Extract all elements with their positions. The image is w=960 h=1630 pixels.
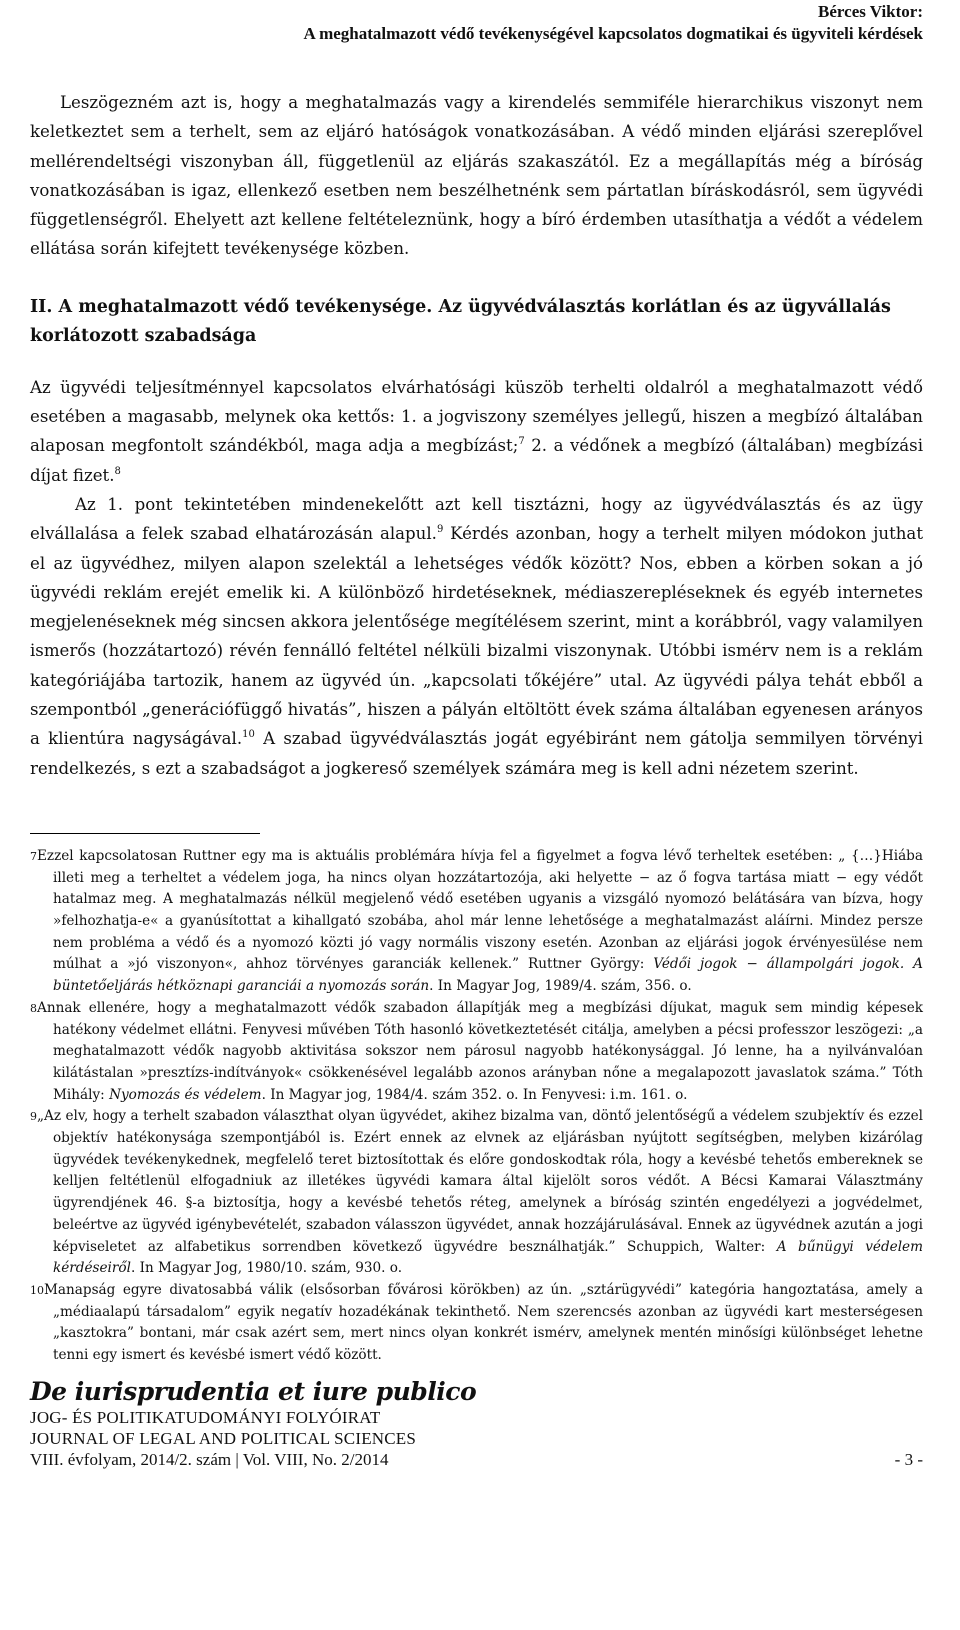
footnote-text: Manapság egyre divatosabbá válik (elsősorban fővárosi körökben) az ún. „sztárügyvédi” kategória hangoztatása, amely a „médiaalapú társadalom” egyik negatív hozadékának tekinthető. Nem szerencsés azonban az ügyvédi kart mesterségesen „kasztokra” bontani, már csak azért sem, mert nincs olyan konkrét ismérv, amelynek mentén minősígi különbséget lehetne tenni egy ismert és kevésbé ismert védő között. [44, 1282, 923, 1364]
journal-subtitle-en: JOURNAL OF LEGAL AND POLITICAL SCIENCES [30, 1428, 417, 1448]
footnote-text: Ezzel kapcsolatosan Ruttner egy ma is aktuális problémára hívja fel a figyelmet a fogva lévő terheltek esetében: „ {…}Hiába illeti meg a terheltet a védelem joga, ha nincs olyan hozzátartozója, aki helyette − az ő fogva tartása miatt − egy védőt hatalmaz meg. A meghatalmazás nélkül megjelenő védő esetében ugyanis a vizsgáló nyomozó belátására van bízva, hogy »felhozhatja-e« a gyanúsítottat a kihallgató szobába, ahol már lenne lehetősége a meghatalmazást aláírni. Mindez persze nem probléma a védő és a nyomozó közti jó vagy normális viszony esetén. Azonban az eljárási jogok érvényesülése nem múlhat a »jó viszonyon«, ahhoz törvényes garanciák kellenek.” Ruttner György: [37, 847, 923, 973]
section-heading: II. A meghatalmazott védő tevékenysége. Az ügyvédválasztás korlátlan és az ügyvállalás korlátozott szabadsága [30, 296, 891, 346]
footnote-cited-title: Védői jogok − állampolgári jogok. A büntetőeljárás hétköznapi garanciái a nyomozás során [53, 956, 923, 995]
page-number: - 3 - [894, 1449, 923, 1469]
footnote-text: „Az elv, hogy a terhelt szabadon választhat olyan ügyvédet, akihez bizalma van, döntő jelentőségű a védelem szubjektív és ezzel objektív hatékonysága szempontjából is. Ezért ennek az elvnek az eljárásban nyújtott segítségben, melyben kizárólag ügyvédek tevékenykednek, megfelelő teret biztosítottak és előre gondoskodtak róla, hogy a kevésbé tehetős embereknek se kelljen feltétlenül elfogadniuk az illetékes ügyvédi kamara által kijelölt soros védőt. A Bécsi Kamarai Választmány ügyrendjének 46. §-a biztosítja, hogy a kevésbé tehetős réteg, amelynek a bíróság szintén engedélyezi a jogvédelmet, beleértve az ügyvéd igénybevételét, szabadon válasszon ügyvédet, annak hozzájárulásával. Ennek az ügyvédnek azután a jogi képviseletet az alfabetikus sorrendben következő ügyvédre besználhatják.” Schuppich, Walter: [37, 1108, 923, 1255]
paragraph-3-text-b: Kérdés azonban, hogy a terhelt milyen módokon juthat el az ügyvédhez, milyen alapon szelektál a lehetséges védők között? Nos, ebben a körben sokan a jó ügyvédi reklám erejét emelik ki. A különböző hirdetéseknek, médiaszerepléseknek és egyéb internetes megjelenéseknek még sincsen akkora jelentősége megítélésem szerint, mint a korábbról, vagy valamilyen ismerős (hozzátartozó) révén fennálló feltétel nélküli bizalmi viszonynak. Utóbbi ismérv nem is a reklám kategóriájába tartozik, hanem az ügyvéd ún. „kapcsolati tőkéjére” utal. Az ügyvédi pálya tehát ebből a szempontból „generációfüggő hivatás”, hiszen a pályán eltöltött évek száma általában egyenesen arányos a klientúra nagyságával. [30, 524, 923, 749]
paragraph-1: Leszögezném azt is, hogy a meghatalmazás vagy a kirendelés semmiféle hierarchikus viszonyt nem keletkeztet sem a terhelt, sem az eljáró hatóságok vonatkozásában. A védő minden eljárási szereplővel mellérendeltségi viszonyban áll, függetlenül az eljárás szakaszától. Ez a megállapítás még a bíróság vonatkozásában is igaz, ellenkező esetben nem beszélhetnénk sem pártatlan bíráskodásról, sem ügyvédi függetlenségről. Ehelyett azt kellene feltételeznünk, hogy a bíró érdemben utasíthatja a védőt a védelem ellátása során kifejtett tevékenysége közben. [30, 93, 923, 259]
journal-issue: VIII. évfolyam, 2014/2. szám | Vol. VIII, No. 2/2014 [30, 1449, 389, 1469]
paragraph-3 [30, 490, 923, 783]
journal-logo: De iurisprudentia et iure publico [30, 1376, 477, 1406]
footnote-ref-8[interactable]: 8 [114, 465, 121, 477]
footnote-text-tail: . In Magyar Jog, 1980/10. szám, 930. o. [130, 1260, 403, 1277]
footnote-number: 10 [30, 1284, 44, 1297]
paragraph-3-text-a: Az 1. pont tekintetében mindenekelőtt azt kell tisztázni, hogy az ügyvédválasztás és az ügy elvállalása a felek szabad elhatározásán alapul. [30, 494, 923, 544]
footnote-7 [30, 846, 923, 998]
journal-footer [30, 1377, 923, 1470]
footnote-cited-title: Nyomozás és védelem [109, 1086, 262, 1103]
footnote-text: Annak ellenére, hogy a meghatalmazott védők szabadon állapítják meg a megbízási díjukat, maguk sem mindig képesek hatékony védelmet ellátni. Fenyvesi művében Tóth hasonló következtetését citálja, amelyben a pécsi professzor leszögezi: „a meghatalmazott védők nagyobb aktivitása sokszor nem párosul nagyobb hatékonysággal. Jó lenne, ha a nyilvánvalóan kilátástalan »presztízs-indítványok« csökkenésével legalább azonos arányban nőne a megalapozott javaslatok száma.” Tóth Mihály: [37, 999, 923, 1103]
paragraph-2 [30, 373, 923, 490]
paragraph-3-text-c: A szabad ügyvédválasztás jogát egyébiránt nem gátolja semmilyen törvényi rendelkezés, s ezt a szabadságot a jogkereső személyek számára meg is kell adni nézetem szerint. [30, 729, 923, 778]
footnote-ref-10[interactable]: 10 [242, 729, 255, 741]
running-header [30, 0, 923, 45]
footnote-ref-7[interactable]: 7 [518, 436, 525, 448]
footnote-text-tail: . In Magyar Jog, 1989/4. szám, 356. o. [429, 978, 692, 995]
footnote-10 [30, 1280, 923, 1367]
footnote-cited-title: A bűnügyi védelem kérdéseiről [53, 1238, 923, 1277]
paragraph-2-text-b: 2. a védőnek a megbízó (általában) megbízási díjat fizet. [30, 436, 923, 485]
journal-subtitle-hu: JOG- ÉS POLITIKATUDOMÁNYI FOLYÓIRAT [30, 1407, 381, 1427]
header-author: Bérces Viktor: [818, 2, 923, 21]
footnote-9 [30, 1106, 923, 1280]
footnote-ref-9[interactable]: 9 [436, 524, 444, 536]
header-title: A meghatalmazott védő tevékenységével kapcsolatos dogmatikai és ügyviteli kérdések [303, 24, 923, 43]
footnote-number: 8 [30, 1001, 37, 1015]
footnote-text-tail: . In Magyar jog, 1984/4. szám 352. o. In Fenyvesi: i.m. 161. o. [261, 1086, 688, 1103]
footnote-8 [30, 998, 923, 1107]
journal-issue-row [30, 1449, 923, 1470]
paragraph-2-text-a: Az ügyvédi teljesítménnyel kapcsolatos elvárhatósági küszöb terhelti oldalról a meghatalmazott védő esetében a magasabb, melynek oka kettős: 1. a jogviszony személyes jellegű, hiszen a megbízó általában alaposan megfontolt szándékból, maga adja a megbízást; [30, 377, 923, 456]
footnote-number: 7 [30, 849, 37, 863]
footnote-number: 9 [30, 1110, 37, 1124]
footnote-divider [30, 833, 260, 834]
